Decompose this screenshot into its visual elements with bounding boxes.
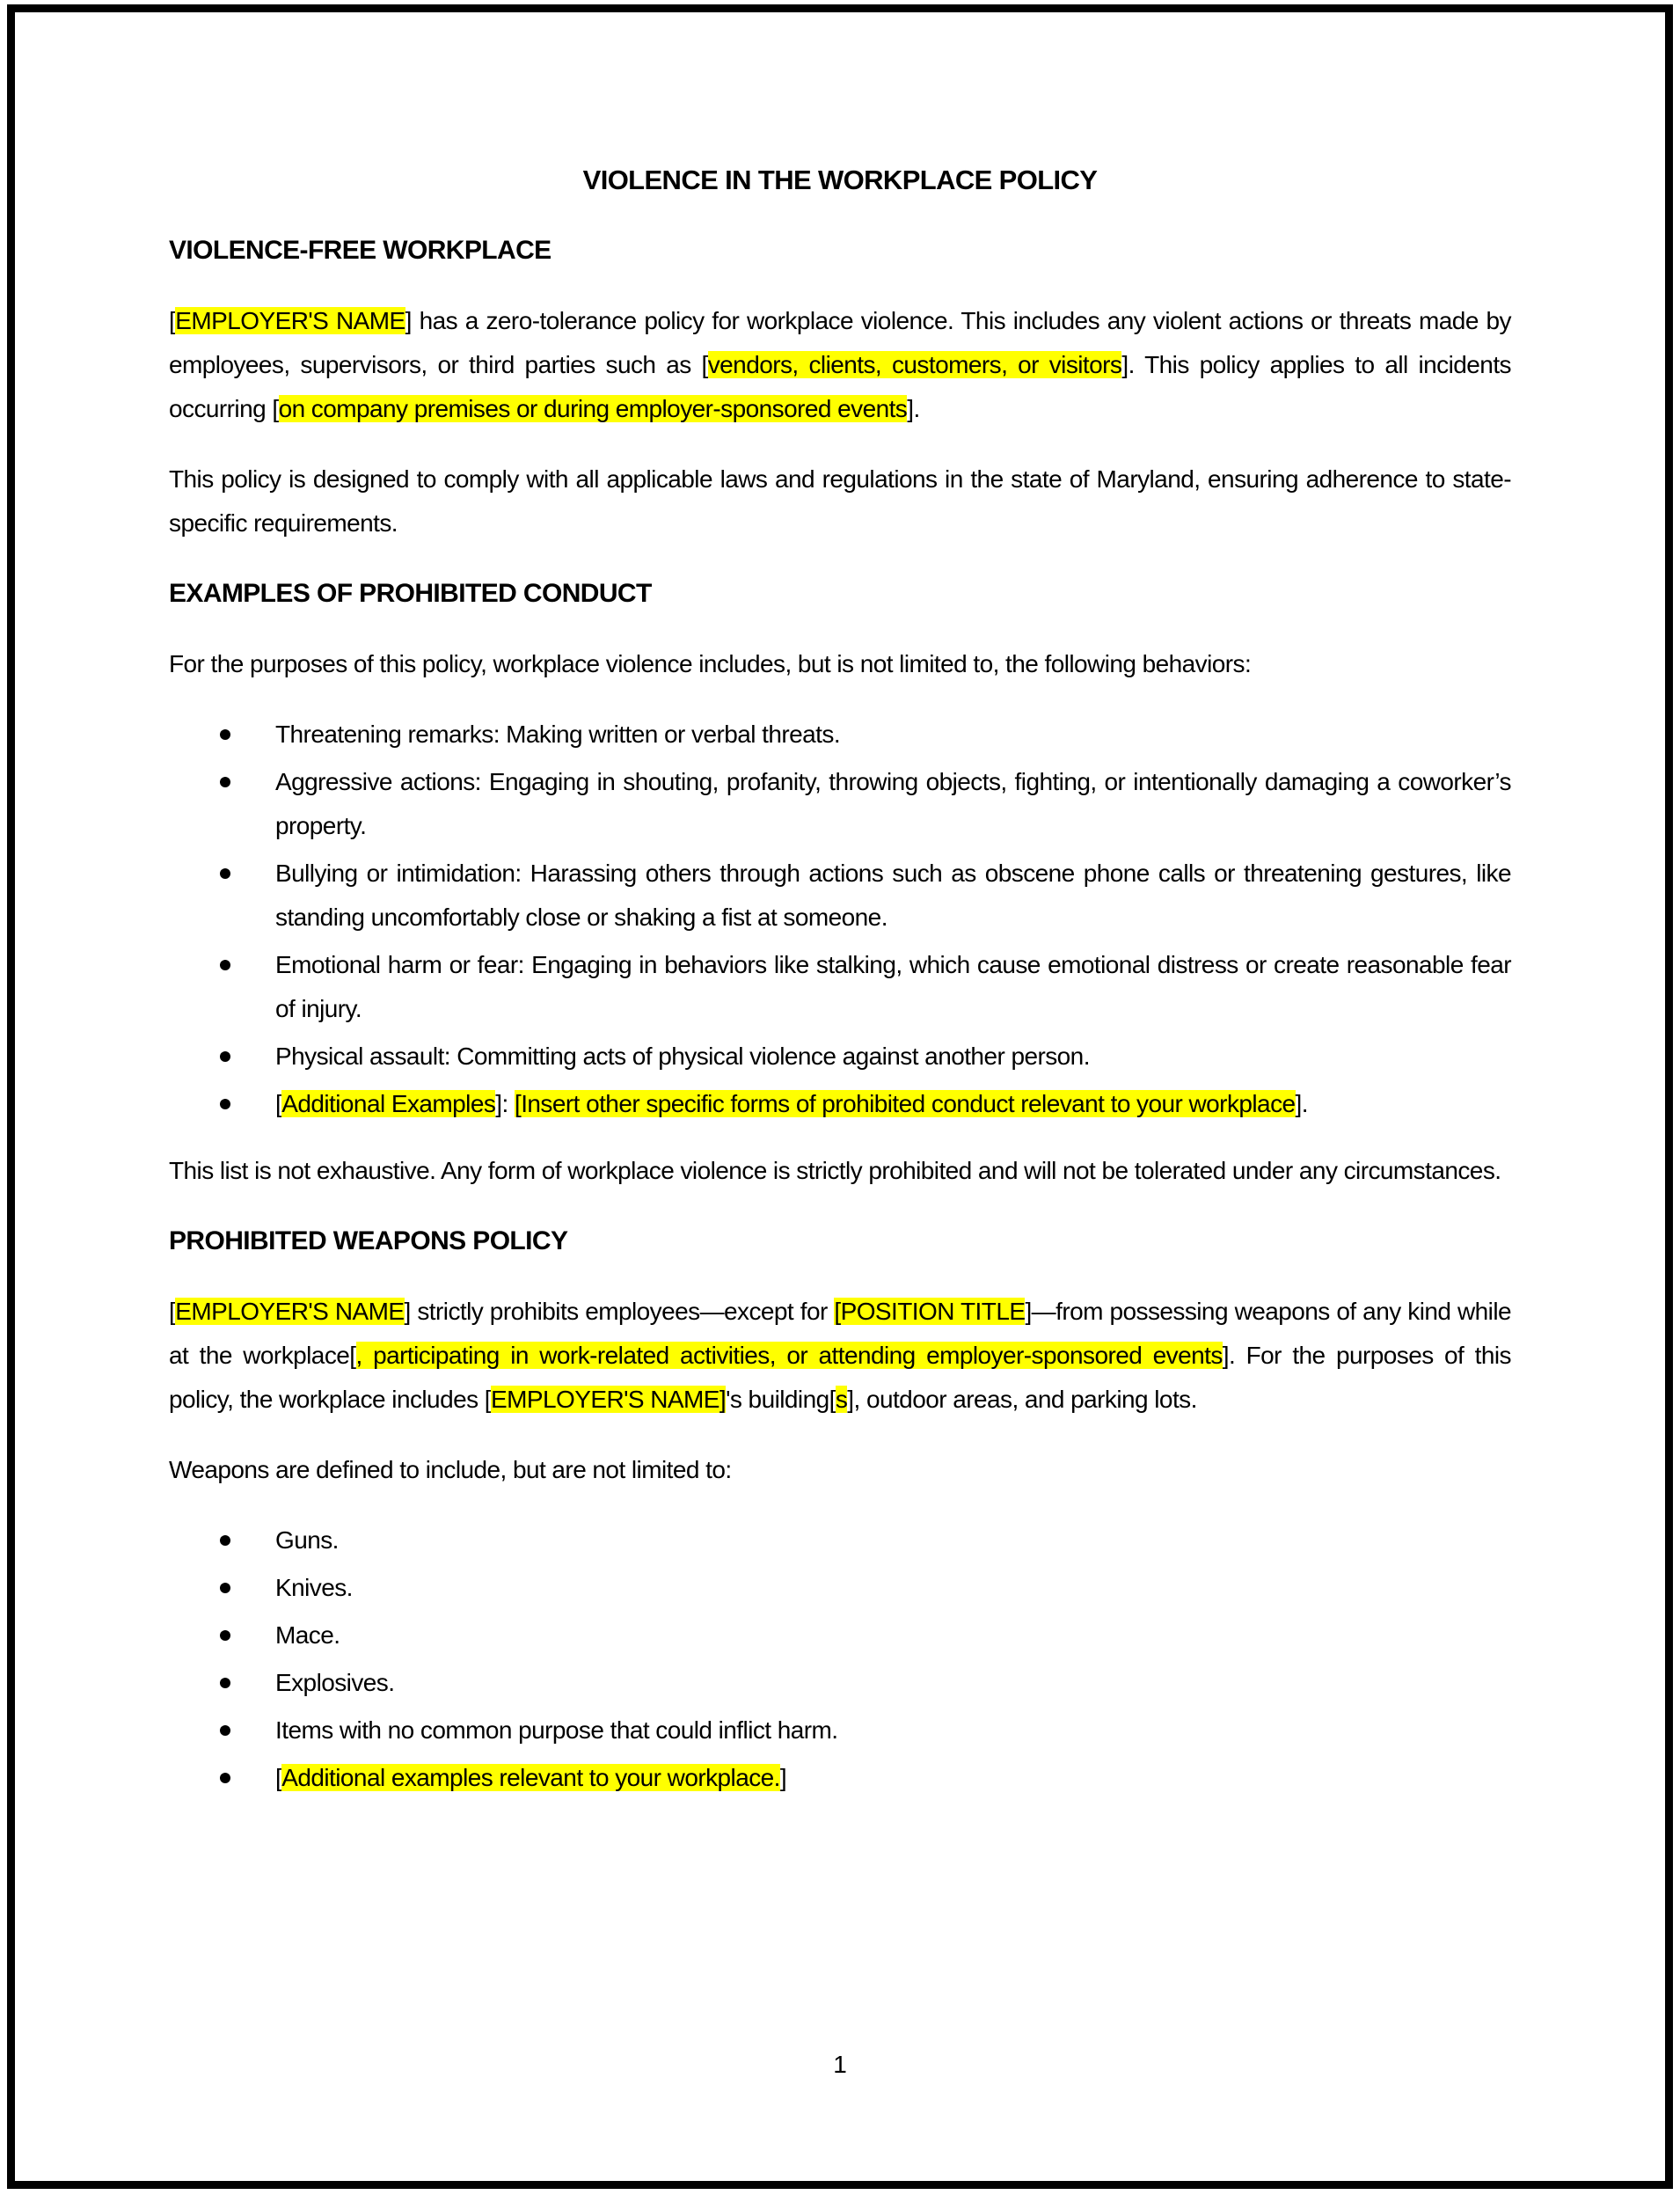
bullet-icon: [220, 1035, 275, 1079]
list-item-harmful-items: [169, 1708, 1511, 1752]
bullet-icon: [220, 1566, 275, 1610]
list-item-text: Items with no common purpose that could inflict harm.: [275, 1716, 838, 1744]
paragraph-zero-tolerance: [EMPLOYER'S NAME] has a zero-tolerance policy for workplace violence. This includes any violent actions or threats made by employees, supervisors, or third parties such as [vendors, clients, customers, or visitors]. This policy applies to all incidents occurring [on company premises or during employer-sponsored events].: [169, 307, 1511, 422]
bullet-icon: [220, 713, 275, 757]
paragraph-conduct-intro: For the purposes of this policy, workplace violence includes, but is not limited to, the following behaviors:: [169, 650, 1252, 677]
list-item-emotional-harm: [169, 943, 1511, 1031]
paragraph-not-exhaustive: This list is not exhaustive. Any form of workplace violence is strictly prohibited and will not be tolerated under any circumstances.: [169, 1157, 1501, 1184]
list-item-guns: [169, 1518, 1511, 1562]
bullet-icon: [220, 760, 275, 848]
bullet-icon: [220, 1082, 275, 1126]
list-item-knives: [169, 1566, 1511, 1610]
page-title: VIOLENCE IN THE WORKPLACE POLICY: [582, 165, 1098, 195]
list-item-text: Bullying or intimidation: Harassing others through actions such as obscene phone calls or threatening gestures, like standing uncomfortably close or shaking a fist at someone.: [275, 860, 1511, 931]
list-item-text: Knives.: [275, 1574, 353, 1601]
bullet-icon: [220, 1661, 275, 1705]
list-item-physical-assault: [169, 1035, 1511, 1079]
bullet-icon: [220, 1756, 275, 1800]
list-item-additional-weapon-examples: [169, 1756, 1511, 1800]
list-item-text: Physical assault: Committing acts of physical violence against another person.: [275, 1043, 1090, 1070]
section-heading-prohibited-weapons: PROHIBITED WEAPONS POLICY: [169, 1226, 568, 1255]
list-item-bullying-intimidation: [169, 852, 1511, 940]
list-item-text: Guns.: [275, 1526, 339, 1554]
page-number: 1: [833, 2051, 847, 2078]
prohibited-conduct-list: [169, 713, 1511, 1126]
paragraph-state-compliance: This policy is designed to comply with all applicable laws and regulations in the state of Maryland, ensuring adherence to state-specific requirements.: [169, 465, 1511, 537]
list-item-additional-examples: [169, 1082, 1511, 1126]
document-page: [169, 0, 1511, 1823]
list-item-text: [Additional Examples]: [Insert other specific forms of prohibited conduct relevant to your workplace].: [275, 1090, 1308, 1117]
list-item-threatening-remarks: [169, 713, 1511, 757]
list-item-text: Explosives.: [275, 1669, 395, 1696]
paragraph-weapons-definition-intro: Weapons are defined to include, but are not limited to:: [169, 1456, 732, 1483]
section-heading-prohibited-conduct: EXAMPLES OF PROHIBITED CONDUCT: [169, 579, 652, 608]
bullet-icon: [220, 1518, 275, 1562]
bullet-icon: [220, 1708, 275, 1752]
list-item-text: Mace.: [275, 1621, 340, 1649]
section-heading-violence-free-workplace: VIOLENCE-FREE WORKPLACE: [169, 236, 551, 265]
list-item-mace: [169, 1613, 1511, 1657]
list-item-explosives: [169, 1661, 1511, 1705]
bullet-icon: [220, 852, 275, 940]
paragraph-weapons-prohibition: [EMPLOYER'S NAME] strictly prohibits employees—except for [POSITION TITLE]—from possessing weapons of any kind while at the workplace[, participating in work-related activities, or attending employer-sponsored events]. For the purposes of this policy, the workplace includes [EMPLOYER'S NAME]'s building[s], outdoor areas, and parking lots.: [169, 1298, 1511, 1413]
bullet-icon: [220, 943, 275, 1031]
list-item-text: Threatening remarks: Making written or verbal threats.: [275, 721, 841, 748]
list-item-aggressive-actions: [169, 760, 1511, 848]
list-item-text: Aggressive actions: Engaging in shouting, profanity, throwing objects, fighting, or intentionally damaging a coworker’s property.: [275, 768, 1511, 839]
list-item-text: [Additional examples relevant to your workplace.]: [275, 1764, 787, 1791]
bullet-icon: [220, 1613, 275, 1657]
list-item-text: Emotional harm or fear: Engaging in behaviors like stalking, which cause emotional distress or create reasonable fear of injury.: [275, 951, 1511, 1022]
weapons-list: [169, 1518, 1511, 1800]
